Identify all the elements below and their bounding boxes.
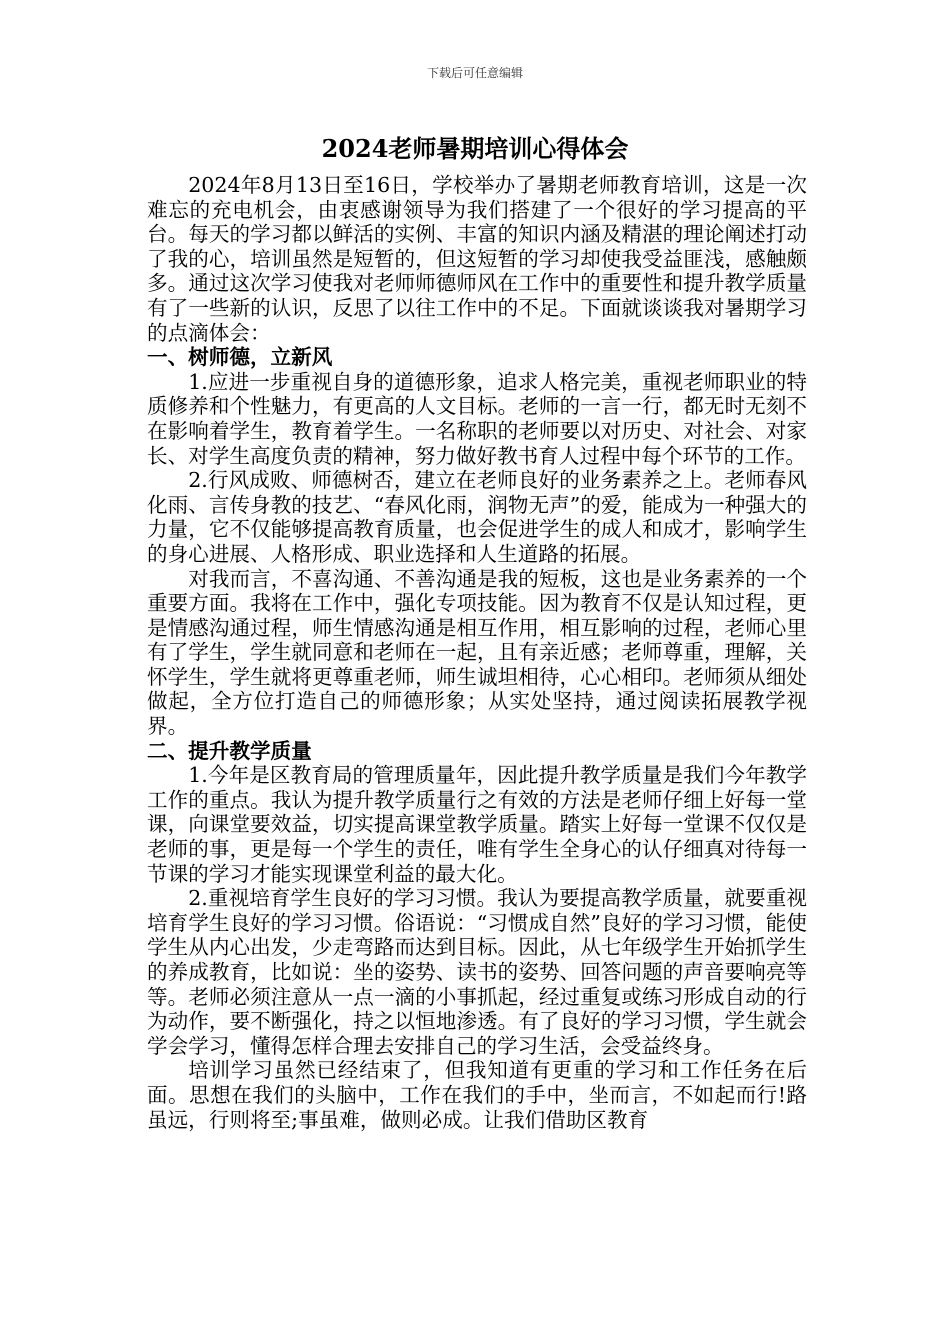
section-1-paragraph-1: 1.应进一步重视自身的道德形象，追求人格完美，重视老师职业的特质修养和个性魅力，有更高的人文目标。老师的一言一行，都无时无刻不在影响着学生，教育着学生。一名称职的老师要以对历史、对社会、对家长、对学生高度负责的精神，努力做好教书育人过程中每个环节的工作。	[147, 369, 807, 468]
document-body	[147, 173, 807, 1132]
document-title: 2024老师暑期培训心得体会	[321, 134, 629, 163]
intro-paragraph: 2024年8月13日至16日，学校举办了暑期老师教育培训，这是一次难忘的充电机会，由衷感谢领导为我们搭建了一个很好的学习提高的平台。每天的学习都以鲜活的实例、丰富的知识内涵及精湛的理论阐述打动了我的心，培训虽然是短暂的，但这短暂的学习却使我受益匪浅，感触颇多。通过这次学习使我对老师师德师风在工作中的重要性和提升教学质量有了一些新的认识，反思了以往工作中的不足。下面就谈谈我对暑期学习的点滴体会：	[147, 173, 807, 345]
download-note: 下载后可任意编辑	[426, 66, 523, 80]
section-1-heading: 一、树师德，立新风	[147, 345, 333, 370]
section-1-paragraph-3: 对我而言，不喜沟通、不善沟通是我的短板，这也是业务素养的一个重要方面。我将在工作中，强化专项技能。因为教育不仅是认知过程，更是情感沟通过程，师生情感沟通是相互作用，相互影响的过程，老师心里有了学生，学生就同意和老师在一起，且有亲近感；老师尊重，理解，关怀学生，学生就将更尊重老师，师生诚坦相待，心心相印。老师须从细处做起，全方位打造自己的师德形象；从实处坚持，通过阅读拓展教学视界。	[147, 566, 807, 739]
section-1-paragraph-2: 2.行风成败、师德树否，建立在老师良好的业务素养之上。老师春风化雨、言传身教的技艺、“春风化雨，润物无声”的爱，能成为一种强大的力量，它不仅能够提高教育质量，也会促进学生的成人和成才，影响学生的身心进展、人格形成、职业选择和人生道路的拓展。	[147, 468, 807, 566]
section-2-paragraph-1: 1.今年是区教育局的管理质量年，因此提升教学质量是我们今年教学工作的重点。我认为提升教学质量行之有效的方法是老师仔细上好每一堂课，向课堂要效益，切实提高课堂教学质量。踏实上好每一堂课不仅仅是老师的事，更是每一个学生的责任，唯有学生全身心的认仔细真对待每一节课的学习才能实现课堂利益的最大化。	[147, 763, 807, 886]
section-2-paragraph-2: 2.重视培育学生良好的学习习惯。我认为要提高教学质量，就要重视培育学生良好的学习习惯。俗语说：“习惯成自然”良好的学习习惯，能使学生从内心出发，少走弯路而达到目标。因此，从七年级学生开始抓学生的养成教育，比如说：坐的姿势、读书的姿势、回答问题的声音要响亮等等。老师必须注意从一点一滴的小事抓起，经过重复或练习形成自动的行为动作，要不断强化，持之以恒地渗透。有了良好的学习习惯，学生就会学会学习，懂得怎样合理去安排自己的学习生活，会受益终身。	[147, 886, 807, 1058]
closing-paragraph: 培训学习虽然已经结束了，但我知道有更重的学习和工作任务在后面。思想在我们的头脑中，工作在我们的手中，坐而言，不如起而行!路虽远，行则将至;事虽难，做则必成。让我们借助区教育	[147, 1058, 807, 1132]
section-2-heading: 二、提升教学质量	[147, 738, 312, 763]
